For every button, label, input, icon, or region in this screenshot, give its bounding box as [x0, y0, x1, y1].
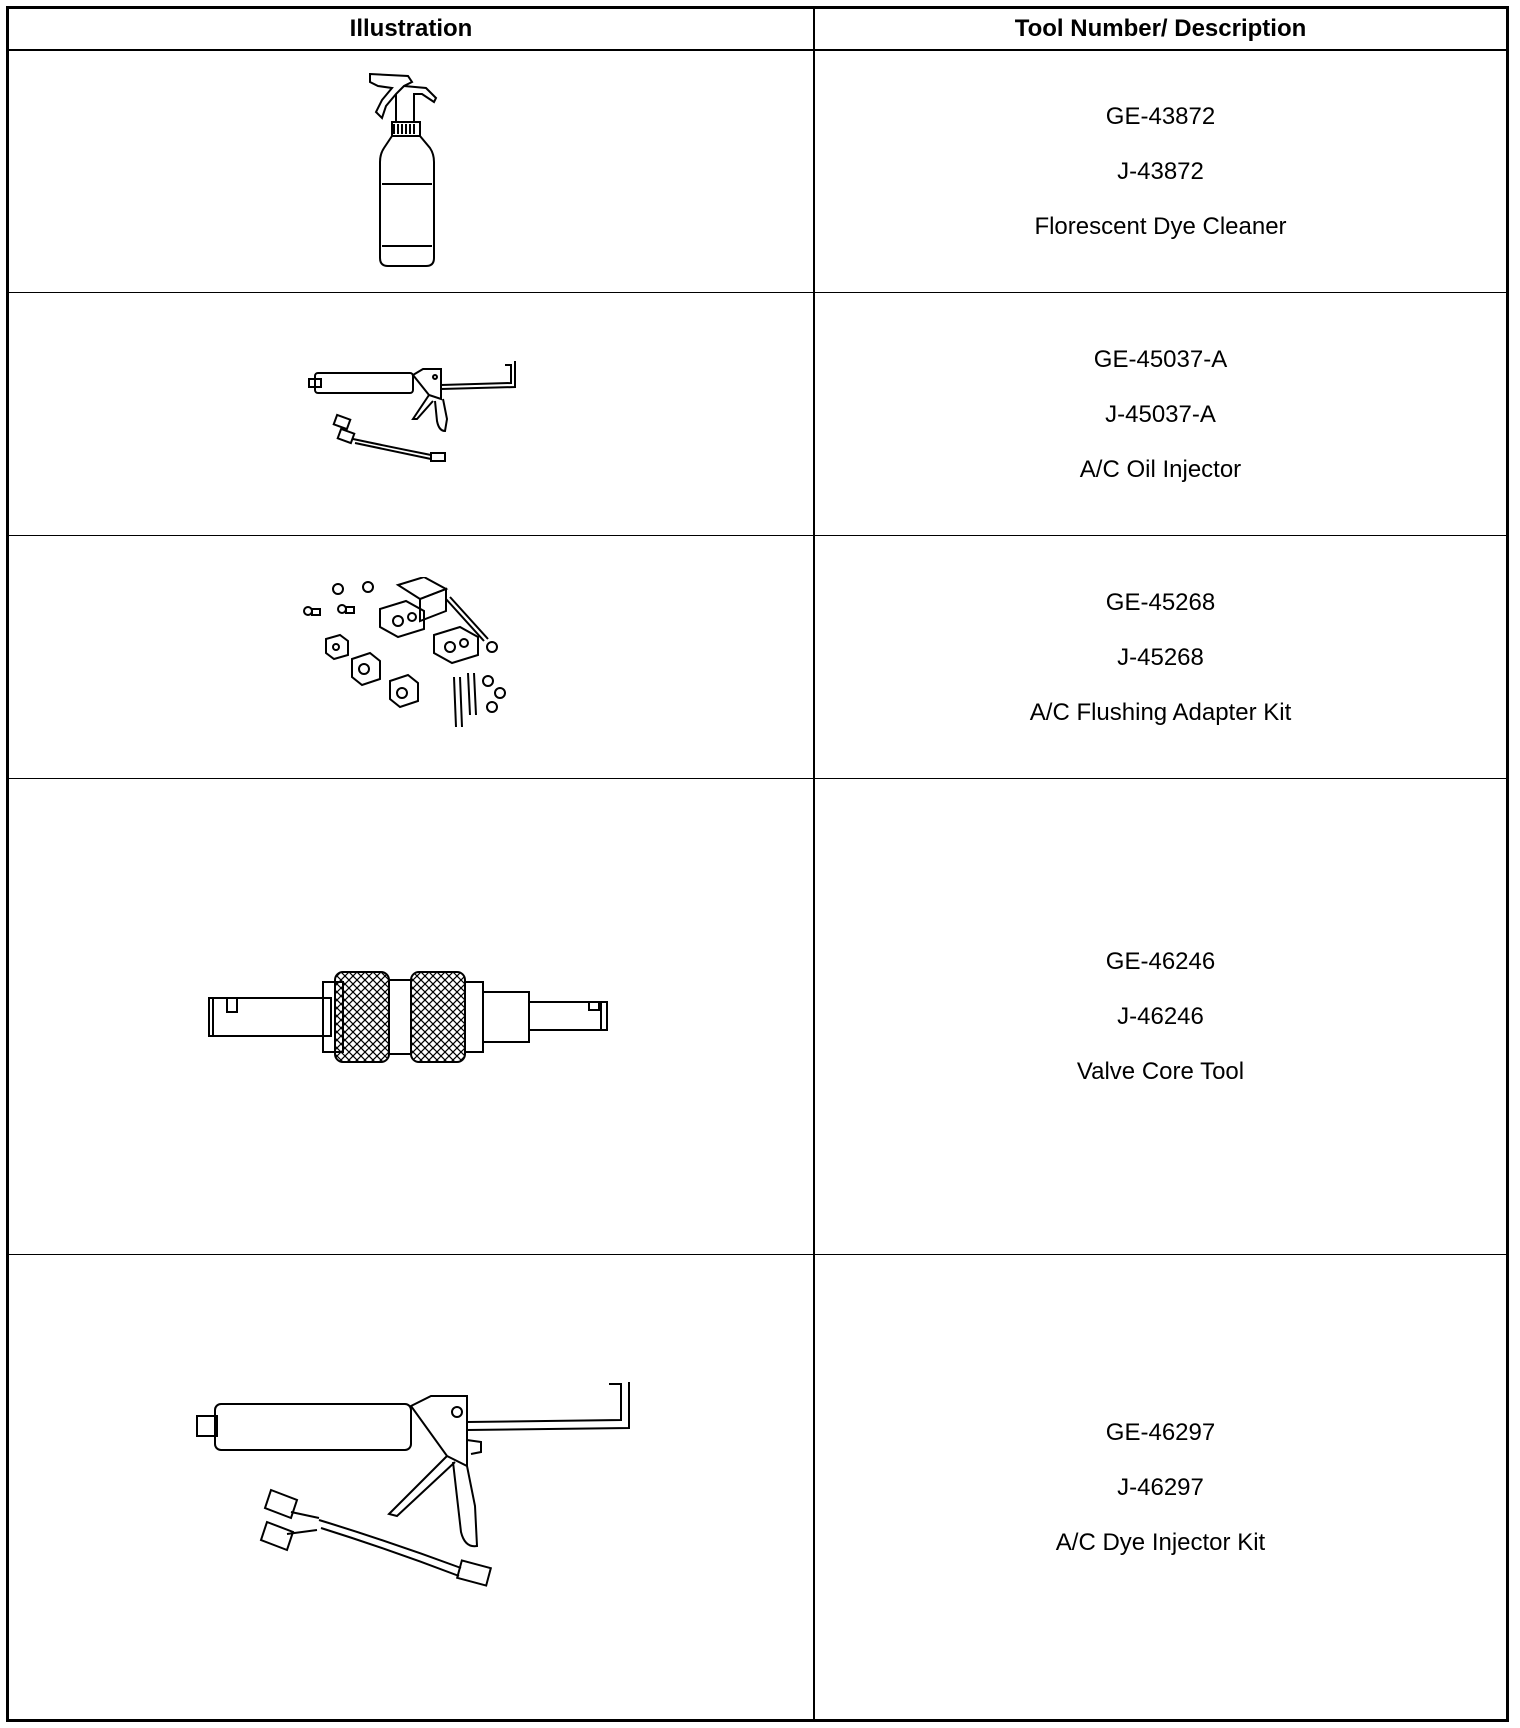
- ge-number: GE-45037-A: [1093, 345, 1228, 373]
- tool-name: A/C Oil Injector: [1079, 455, 1242, 483]
- illustration-cell: [9, 293, 813, 535]
- illustration-cell: [9, 536, 813, 778]
- ge-number: GE-45268: [1105, 588, 1216, 616]
- j-number: J-45268: [1117, 643, 1204, 671]
- tool-table: [6, 6, 1509, 1722]
- flushing-adapter-kit-icon: [296, 577, 526, 737]
- j-number: J-43872: [1117, 158, 1204, 185]
- illustration-cell: [9, 779, 813, 1254]
- tool-name: Florescent Dye Cleaner: [1034, 213, 1287, 240]
- description-cell: [815, 51, 1506, 292]
- ge-number: GE-46297: [1105, 1418, 1216, 1446]
- description-cell: [815, 293, 1506, 535]
- description-cell: [815, 1255, 1506, 1719]
- table-row: [9, 51, 1506, 293]
- header-illustration: Illustration: [349, 15, 473, 42]
- table-row: [9, 536, 1506, 779]
- tool-name: Valve Core Tool: [1076, 1058, 1245, 1085]
- header-description: Tool Number/ Description: [1014, 15, 1307, 42]
- dye-injector-kit-icon: [191, 1382, 631, 1592]
- tool-name: A/C Dye Injector Kit: [1055, 1528, 1266, 1556]
- oil-injector-icon: [301, 359, 521, 469]
- tool-name: A/C Flushing Adapter Kit: [1029, 698, 1292, 726]
- table-row: [9, 1255, 1506, 1719]
- j-number: J-46246: [1117, 1003, 1204, 1030]
- table-row: [9, 293, 1506, 536]
- ge-number: GE-43872: [1105, 103, 1216, 130]
- table-header: [9, 9, 1506, 51]
- description-cell: [815, 779, 1506, 1254]
- description-cell: [815, 536, 1506, 778]
- j-number: J-46297: [1117, 1473, 1204, 1501]
- j-number: J-45037-A: [1105, 400, 1216, 428]
- spray-bottle-icon: [356, 72, 466, 272]
- ge-number: GE-46246: [1105, 948, 1216, 975]
- illustration-cell: [9, 1255, 813, 1719]
- valve-core-tool-icon: [201, 952, 621, 1082]
- table-row: [9, 779, 1506, 1255]
- illustration-cell: [9, 51, 813, 292]
